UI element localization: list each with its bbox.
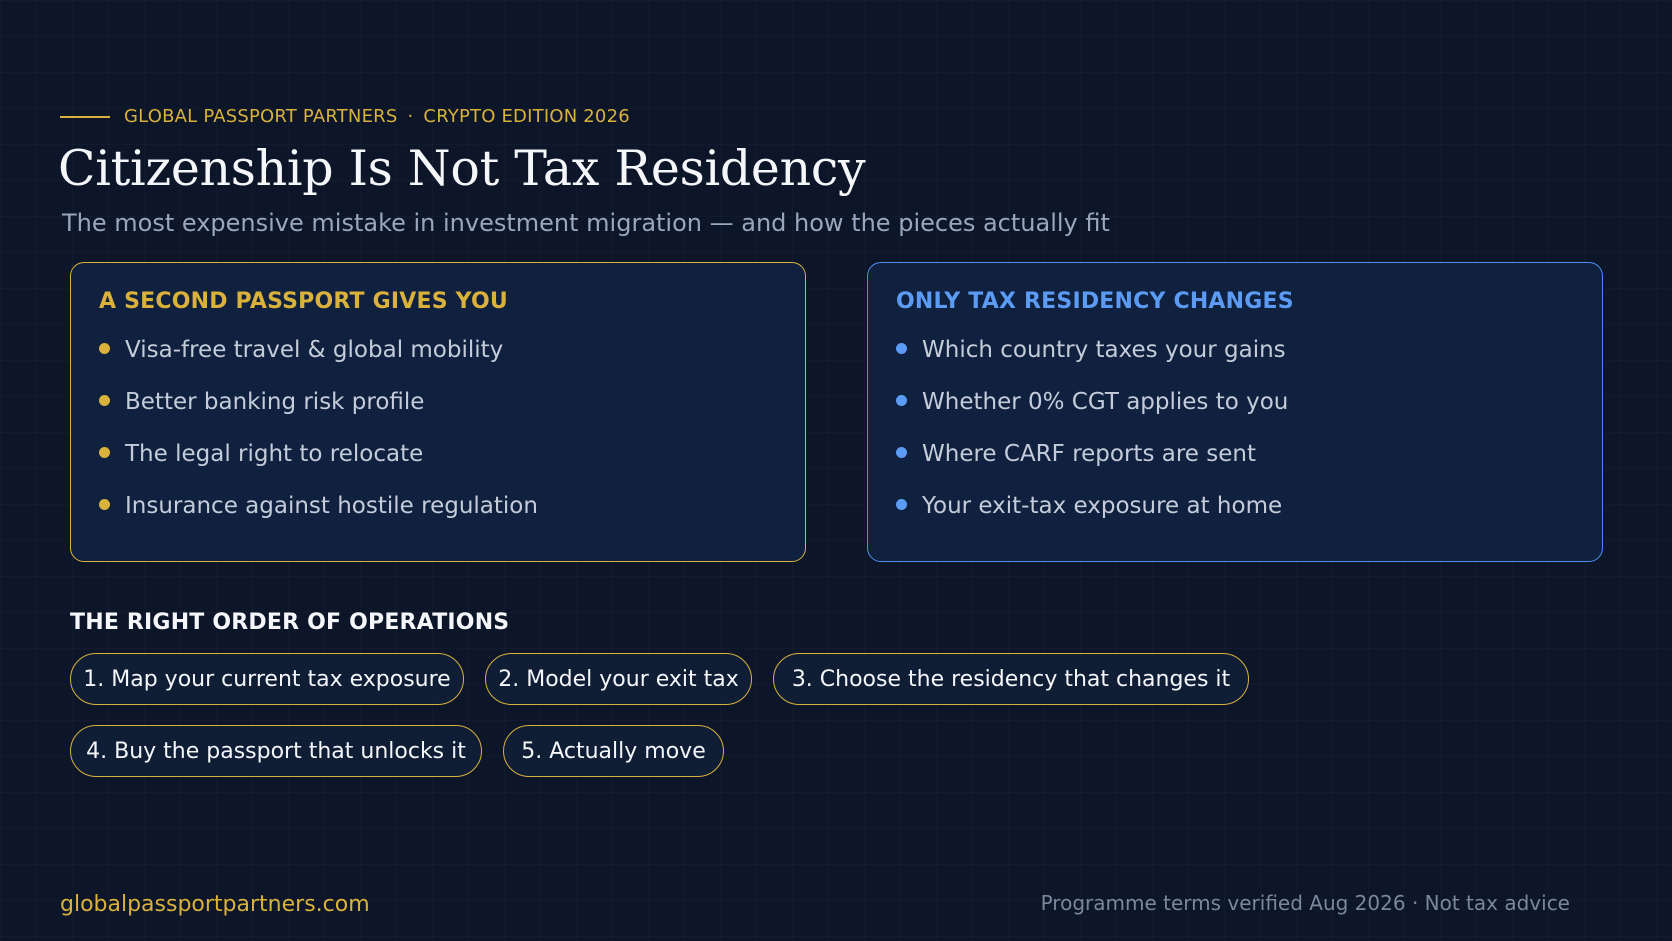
step-pill-2: 2. Model your exit tax <box>485 653 752 705</box>
list-item <box>99 480 777 532</box>
list-item <box>896 480 1574 532</box>
bullet-icon <box>896 395 907 406</box>
bullet-icon <box>896 447 907 458</box>
passport-card-heading: A SECOND PASSPORT GIVES YOU <box>99 289 508 314</box>
list-item <box>896 428 1574 480</box>
steps-heading: THE RIGHT ORDER OF OPERATIONS <box>70 610 510 635</box>
list-item <box>99 428 777 480</box>
list-item <box>896 376 1574 428</box>
residency-changes-list <box>896 324 1574 532</box>
page-title: Citizenship Is Not Tax Residency <box>58 140 866 197</box>
step-pill-5: 5. Actually move <box>503 725 724 777</box>
list-item <box>896 324 1574 376</box>
list-item <box>99 324 777 376</box>
bullet-icon <box>99 447 110 458</box>
footer-disclaimer: Programme terms verified Aug 2026 · Not tax advice <box>1040 891 1570 915</box>
eyebrow-separator: · <box>407 106 414 127</box>
bullet-icon <box>896 343 907 354</box>
step-pill-4: 4. Buy the passport that unlocks it <box>70 725 482 777</box>
list-item-label: Visa-free travel & global mobility <box>125 337 504 363</box>
passport-benefits-list <box>99 324 777 532</box>
list-item-label: Your exit-tax exposure at home <box>922 493 1283 519</box>
bullet-icon <box>99 395 110 406</box>
eyebrow-rule <box>60 116 110 118</box>
list-item-label: Where CARF reports are sent <box>922 441 1256 467</box>
bullet-icon <box>99 499 110 510</box>
list-item-label: Which country taxes your gains <box>922 337 1286 363</box>
list-item-label: The legal right to relocate <box>125 441 424 467</box>
edition-label: CRYPTO EDITION 2026 <box>423 106 630 127</box>
list-item <box>99 376 777 428</box>
list-item-label: Insurance against hostile regulation <box>125 493 538 519</box>
brand-name: GLOBAL PASSPORT PARTNERS <box>124 106 398 127</box>
website-link[interactable]: globalpassportpartners.com <box>60 892 370 917</box>
step-pill-3: 3. Choose the residency that changes it <box>773 653 1249 705</box>
list-item-label: Whether 0% CGT applies to you <box>922 389 1289 415</box>
list-item-label: Better banking risk profile <box>125 389 425 415</box>
passport-benefits-card <box>70 262 806 562</box>
bullet-icon <box>99 343 110 354</box>
page-subtitle: The most expensive mistake in investment migration — and how the pieces actually fit <box>62 209 1110 237</box>
residency-card-heading: ONLY TAX RESIDENCY CHANGES <box>896 289 1294 314</box>
bullet-icon <box>896 499 907 510</box>
eyebrow <box>60 106 630 127</box>
tax-residency-card <box>867 262 1603 562</box>
step-pill-1: 1. Map your current tax exposure <box>70 653 464 705</box>
